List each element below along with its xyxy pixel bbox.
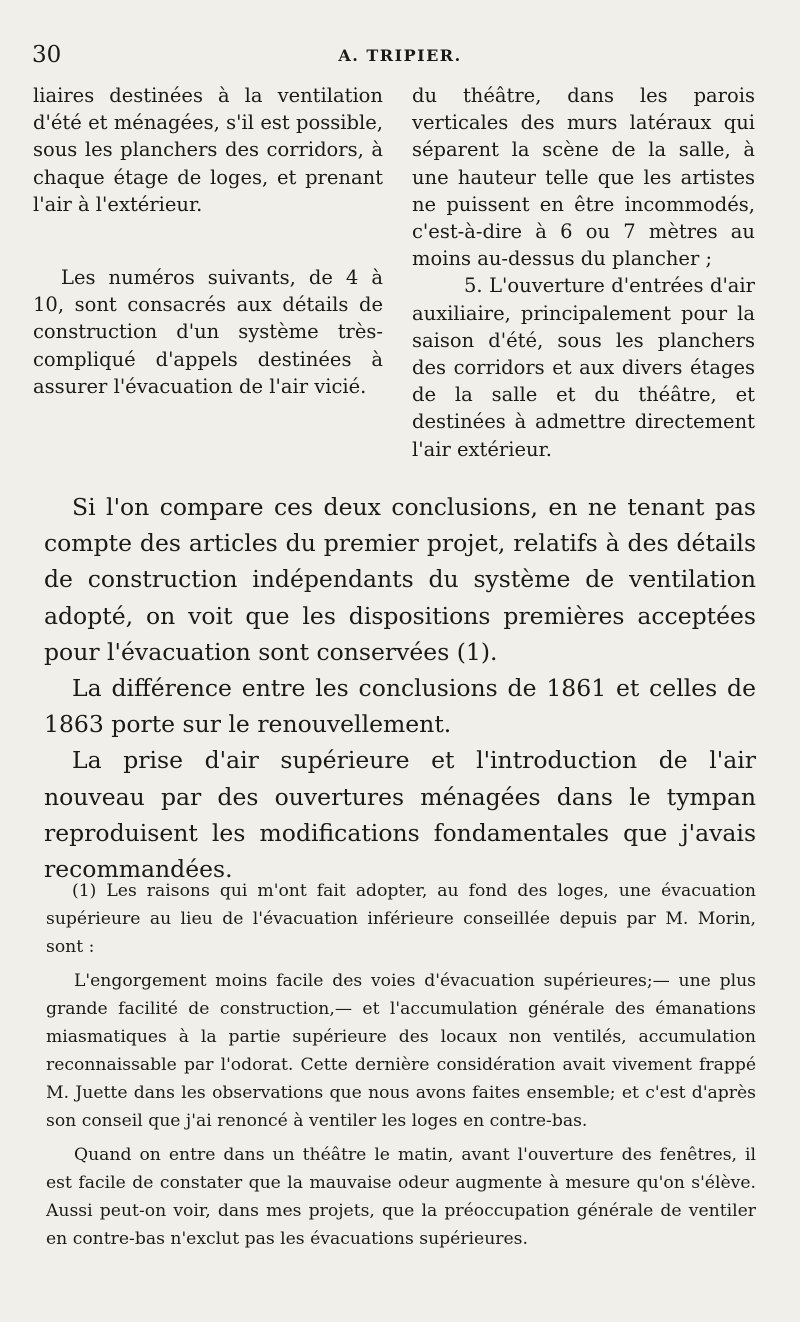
right-column-paragraph: du théâtre, dans les parois verticales des murs latéraux qui séparent la scène de la salle, à une hauteur telle que les artistes ne puissent en être incommodés, c'est-à-dire à 6 ou 7 mètres au moins au-dessus du plancher ; (412, 84, 755, 271)
page-number: 30 (32, 42, 62, 68)
footnote-paragraph: L'engorgement moins facile des voies d'évacuation supérieures;— une plus grande facilité de construction,— et l'accumulation générale des émanations miasmatiques à la partie supérieure des locaux non ventilés, accumulation reconnaissable par l'odorat. Cette dernière considération avait vivement frappé M. Juette dans les observations que nous avons faites ensemble; et c'est d'après son conseil que j'ai renoncé à ventiler les loges en contre-bas. (46, 971, 756, 1131)
left-column-paragraph: liaires destinées à la ventilation d'été et ménagées, s'il est possible, sous les planchers des corridors, à chaque étage de loges, et prenant l'air à l'extérieur. (33, 84, 383, 216)
left-column-paragraph: Les numéros suivants, de 4 à 10, sont consacrés aux détails de construction d'un système très-compliqué d'appels destinées à assurer l'évacuation de l'air vicié. (33, 266, 383, 398)
running-title: A. TRIPIER. (338, 46, 462, 65)
right-column-paragraph: 5. L'ouverture d'entrées d'air auxiliaire, principalement pour la saison d'été, sous les planchers des corridors et aux divers étages de la salle et du théâtre, et destinées à admettre directement l'air extérieur. (412, 274, 755, 461)
left-column (33, 82, 383, 400)
page-header (30, 42, 770, 72)
right-column (412, 82, 755, 463)
footnote (46, 877, 756, 1253)
body-paragraph: La prise d'air supérieure et l'introduction de l'air nouveau par des ouvertures ménagées dans le tympan reproduisent les modifications fondamentales que j'avais recommandées. (44, 746, 756, 884)
main-text (44, 489, 756, 887)
footnote-paragraph: Quand on entre dans un théâtre le matin, avant l'ouverture des fenêtres, il est facile de constater que la mauvaise odeur augmente à mesure qu'on s'élève. Aussi peut-on voir, dans mes projets, que la préoccupation générale de ventiler en contre-bas n'exclut pas les évacuations supérieures. (46, 1145, 756, 1249)
body-paragraph: Si l'on compare ces deux conclusions, en ne tenant pas compte des articles du premier projet, relatifs à des détails de construction indépendants du système de ventilation adopté, on voit que les dispositions premières acceptées pour l'évacuation sont conservées (1). (44, 493, 756, 666)
body-paragraph: La différence entre les conclusions de 1861 et celles de 1863 porte sur le renouvellement. (44, 674, 756, 739)
footnote-paragraph: (1) Les raisons qui m'ont fait adopter, au fond des loges, une évacuation supérieure au lieu de l'évacuation inférieure conseillée depuis par M. Morin, sont : (46, 881, 756, 957)
